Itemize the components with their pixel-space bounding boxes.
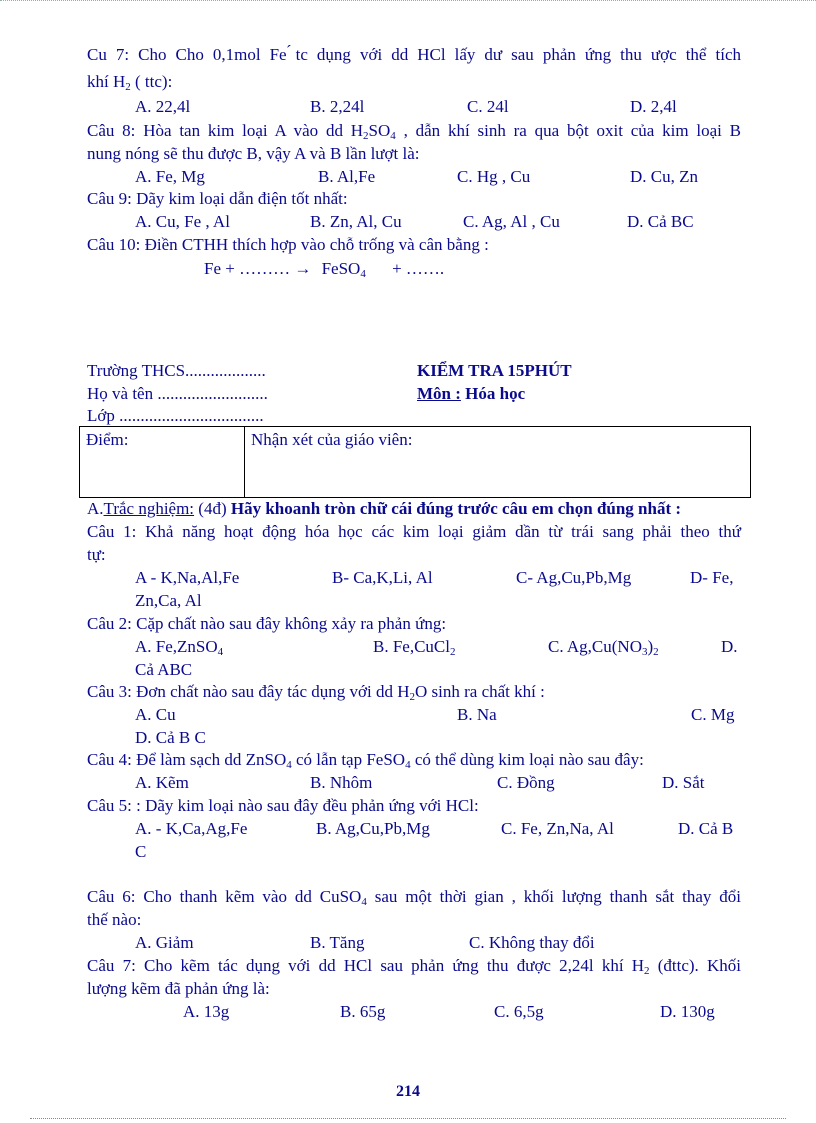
q2-option-c[interactable]: C. $Ag,Cu(NO_3)_2$ bbox=[548, 637, 659, 658]
q1-option-c[interactable]: C- Ag,Cu,Pb,Mg bbox=[516, 568, 632, 587]
q10-equation: Fe + ……… → FeSO$_4$ + ……. bbox=[204, 259, 445, 280]
q5-option-d[interactable]: D. Cả B bbox=[678, 819, 734, 838]
q2-option-d[interactable]: D. bbox=[721, 637, 738, 656]
school-field: Trường THCS................... bbox=[87, 361, 266, 380]
q2-option-d-continued: Cả ABC bbox=[135, 660, 193, 679]
q5-option-d-continued: C bbox=[135, 842, 147, 861]
q1-option-d[interactable]: D- Fe, bbox=[690, 568, 734, 587]
q7-option-c[interactable]: C. 6,5g bbox=[494, 1002, 544, 1021]
q6-option-c[interactable]: C. Không thay đổi bbox=[469, 933, 595, 952]
page-number: 214 bbox=[396, 1083, 420, 1100]
q7-top-line1: Cu 7: Cho Cho 0,1mol Fe ́tc dụng với dd HCl lấy dư sau phản ứng thu ược thể tích bbox=[87, 45, 741, 64]
q3-stem: Câu 3: Đơn chất nào sau đây tác dụng với dd $H_2O$ sinh ra chất khí : bbox=[87, 682, 545, 703]
q7-top-line2: khí $H_2$ ( ttc): bbox=[87, 72, 173, 93]
class-field: Lớp .................................. bbox=[87, 406, 264, 425]
q8-line1: Câu 8: Hòa tan kim loại A vào dd $H_2SO_4$ , dẫn khí sinh ra qua bột oxit của kim loại B bbox=[87, 121, 741, 142]
q1-line1: Câu 1: Khả năng hoạt động hóa học các kim loại giảm dần từ trái sang phải theo thứ bbox=[87, 522, 741, 541]
q7-top-option-b[interactable]: B. 2,24l bbox=[310, 97, 365, 116]
q1-line2: tự: bbox=[87, 545, 106, 564]
q9-option-a[interactable]: A. Cu, Fe , Al bbox=[135, 212, 230, 231]
q4-option-a[interactable]: A. Kẽm bbox=[135, 773, 189, 792]
grade-box-divider bbox=[244, 427, 245, 497]
q7-top-option-d[interactable]: D. 2,4l bbox=[630, 97, 677, 116]
q5-stem: Câu 5: : Dãy kim loại nào sau đây đều phản ứng với HCl: bbox=[87, 796, 479, 815]
exam-title: KIỂM TRA 15PHÚT bbox=[417, 361, 572, 380]
grade-box bbox=[79, 426, 751, 498]
q8-option-b[interactable]: B. Al,Fe bbox=[318, 167, 376, 186]
q7-option-d[interactable]: D. 130g bbox=[660, 1002, 715, 1021]
q8-option-d[interactable]: D. Cu, Zn bbox=[630, 167, 698, 186]
q3-option-d[interactable]: D. Cả B C bbox=[135, 728, 206, 747]
q1-option-b[interactable]: B- Ca,K,Li, Al bbox=[332, 568, 433, 587]
q9-stem: Câu 9: Dãy kim loại dẫn điện tốt nhất: bbox=[87, 189, 348, 208]
q7-line1: Câu 7: Cho kẽm tác dụng với dd HCl sau phản ứng thu được 2,24l khí $H_2$ (đttc). Khối bbox=[87, 956, 741, 977]
q1-option-a[interactable]: A - K,Na,Al,Fe bbox=[135, 568, 240, 587]
arrow-icon: → bbox=[294, 259, 312, 278]
q3-option-a[interactable]: A. Cu bbox=[135, 705, 176, 724]
q1-option-d-continued: Zn,Ca, Al bbox=[135, 591, 202, 610]
section-a-heading: A.Trắc nghiệm: (4đ) Hãy khoanh tròn chữ cái đúng trước câu em chọn đúng nhất : bbox=[87, 499, 682, 518]
q4-option-d[interactable]: D. Sắt bbox=[662, 773, 705, 792]
q5-option-b[interactable]: B. Ag,Cu,Pb,Mg bbox=[316, 819, 430, 838]
q9-option-d[interactable]: D. Cả BC bbox=[627, 212, 694, 231]
q7-line2: lượng kẽm đã phản ứng là: bbox=[87, 979, 270, 998]
q6-line2: thế nào: bbox=[87, 910, 142, 929]
footer-dotted-rule bbox=[30, 1118, 786, 1119]
q8-option-c[interactable]: C. Hg , Cu bbox=[457, 167, 531, 186]
q4-option-b[interactable]: B. Nhôm bbox=[310, 773, 373, 792]
q3-option-c[interactable]: C. Mg bbox=[691, 705, 735, 724]
score-label: Điểm: bbox=[86, 430, 129, 449]
q7-option-a[interactable]: A. 13g bbox=[183, 1002, 230, 1021]
teacher-comment-label: Nhận xét của giáo viên: bbox=[251, 430, 413, 449]
q2-option-a[interactable]: A. Fe,ZnSO$_4$ bbox=[135, 637, 224, 658]
q5-option-a[interactable]: A. - K,Ca,Ag,Fe bbox=[135, 819, 248, 838]
q9-option-c[interactable]: C. Ag, Al , Cu bbox=[463, 212, 560, 231]
q6-line1: Câu 6: Cho thanh kẽm vào dd CuSO$_4$ sau một thời gian , khối lượng thanh sắt thay đổi bbox=[87, 887, 741, 908]
q4-stem: Câu 4: Để làm sạch dd ZnSO$_4$ có lẫn tạp FeSO$_4$ có thể dùng kim loại nào sau đây: bbox=[87, 750, 644, 771]
q6-option-b[interactable]: B. Tăng bbox=[310, 933, 365, 952]
q2-option-b[interactable]: B. Fe,CuCl$_2$ bbox=[373, 637, 456, 658]
q4-option-c[interactable]: C. Đồng bbox=[497, 773, 555, 792]
q7-top-option-a[interactable]: A. 22,4l bbox=[135, 97, 191, 116]
q8-option-a[interactable]: A. Fe, Mg bbox=[135, 167, 205, 186]
q8-line2: nung nóng sẽ thu được B, vậy A và B lần lượt là: bbox=[87, 144, 420, 163]
q2-stem: Câu 2: Cặp chất nào sau đây không xảy ra phản ứng: bbox=[87, 614, 447, 633]
top-border bbox=[0, 0, 816, 3]
q7-option-b[interactable]: B. 65g bbox=[340, 1002, 386, 1021]
q10-stem: Câu 10: Điền CTHH thích hợp vào chỗ trống và cân bằng : bbox=[87, 235, 489, 254]
q5-option-c[interactable]: C. Fe, Zn,Na, Al bbox=[501, 819, 614, 838]
name-field: Họ và tên .......................... bbox=[87, 384, 268, 403]
q6-option-a[interactable]: A. Giảm bbox=[135, 933, 194, 952]
q3-option-b[interactable]: B. Na bbox=[457, 705, 497, 724]
q9-option-b[interactable]: B. Zn, Al, Cu bbox=[310, 212, 402, 231]
subject-line: Môn : Hóa học bbox=[417, 384, 526, 403]
q7-top-option-c[interactable]: C. 24l bbox=[467, 97, 509, 116]
